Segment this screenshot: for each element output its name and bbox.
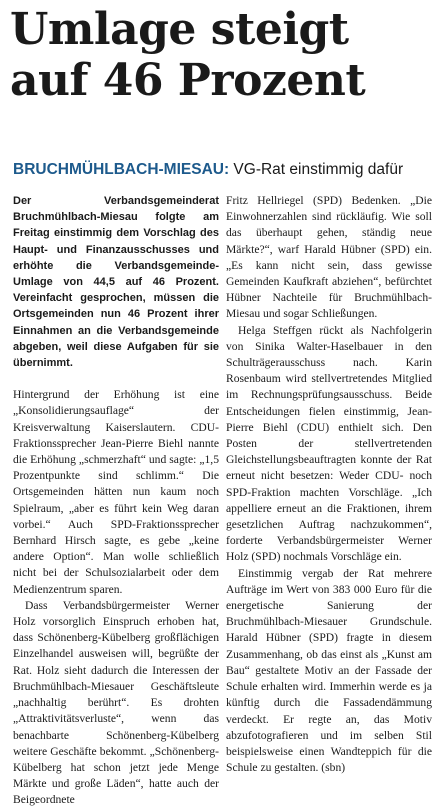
body-paragraph: Fritz Hellriegel (SPD) Bedenken. „Die Einwohnerzahlen sind rückläufig. Wie soll das überhaupt gehen, ständig neue Märkte?“, warf Harald Hübner (SPD) ein. „Es kann nicht sein, dass gewisse Gemeinden Kaufkraft abziehen“, befürchtet Hübner Nachteile für Bruchmühlbach-Miesau und sogar Schließungen. (226, 194, 432, 321)
body-paragraph: Dass Verbandsbürgermeister Werner Holz vorsorglich Einspruch erhoben hat, dass Schönenberg-Kübelberg großflächigen Einzelhandel ausweisen will, begrüßte der Rat. Holz sieht dadurch die Interessen der Bruchmühlbach-Miesauer Geschäftsleute „nachhaltig berührt“. Es drohten „Attraktivitätsverluste“, wenn das benachbarte Schönenberg-Kübelberg weitere Geschäfte bekommt. „Schönenberg-Kübelberg hat schon jetzt jede Menge Märkte und große Läden“, hatte auch der Beigeordnete (13, 598, 219, 807)
headline-line-2: auf 46 Prozent (10, 55, 366, 106)
lead-paragraph: Der Verbandsgemeinderat Bruchmühlbach-Miesau folgte am Freitag einstimmig dem Vorschlag des Haupt- und Finanzausschusses und erhöhte die Verbandsgemeinde-Umlage von 44,5 auf 46 Prozent. Vereinfacht gesprochen, müssen die Ortsgemeinden nun 46 Prozent ihrer Einnahmen an die Verbandsgemeinde abgeben, weil diese Aufgaben für sie übernimmt. (13, 195, 219, 370)
body-paragraph: Helga Steffgen rückt als Nachfolgerin von Sinika Walter-Haselbauer in den Schulträgerausschuss nach. Karin Rosenbaum wird stellvertretendes Mitglied im Rechnungsprüfungsausschuss. Beide Entscheidungen fielen einstimmig, Jean-Pierre Biehl (CDU) enthielt sich. Den Posten der stellvertretenden Gleichstellungsbeauftragten konnte der Rat erneut nicht besetzen: Weder CDU- noch SPD-Fraktion machten Vorschläge. „Ich appelliere erneut an die Fraktionen, ihrem gesetzlichen Auftrag nachzukommen“, forderte Verbandsbürgermeister Werner Holz (SPD) nochmals Vorschläge ein. (226, 323, 432, 564)
body-paragraph: Einstimmig vergab der Rat mehrere Aufträge im Wert von 383 000 Euro für die energetische Sanierung der Bruchmühlbach-Miesauer Grundschule. Harald Hübner (SPD) fragte in diesem Zusammenhang, ob das einst als „Kunst am Bau“ gestaltete Motiv an der Fassade der Schule erhalten wird. Immerhin werde es ja künftig durch die Fassadendämmung verdeckt. Er regte an, das Motiv abzufotografieren und im selben Stil beispielsweise einen Wandteppich für die Schule zu gestalten. (sbn) (226, 566, 432, 775)
column-right (226, 193, 432, 776)
kicker: BRUCHMÜHLBACH-MIESAU: (13, 161, 230, 178)
subheadline (13, 160, 438, 180)
headline-line-1: Umlage steigt (10, 4, 349, 55)
column-left (13, 193, 219, 809)
headline (10, 4, 440, 106)
body-paragraph: Hintergrund der Erhöhung ist eine „Konsolidierungsauflage“ der Kreisverwaltung Kaiserslautern. CDU-Fraktionssprecher Jean-Pierre Biehl nannte die Erhöhung „schmerzhaft“ und sagte: „1,5 Prozentpunkte sind schlimm.“ Die Ortsgemeinden hätten nun kaum noch Spielraum, „aber es führt kein Weg daran vorbei.“ Auch SPD-Fraktionssprecher Bernhard Hirsch sagte, es gebe „keine andere Option“. Man wolle schließlich nicht bei der Schulsozialarbeit oder dem Medienzentrum sparen. (13, 388, 219, 596)
subtitle: VG-Rat einstimmig dafür (229, 161, 404, 178)
